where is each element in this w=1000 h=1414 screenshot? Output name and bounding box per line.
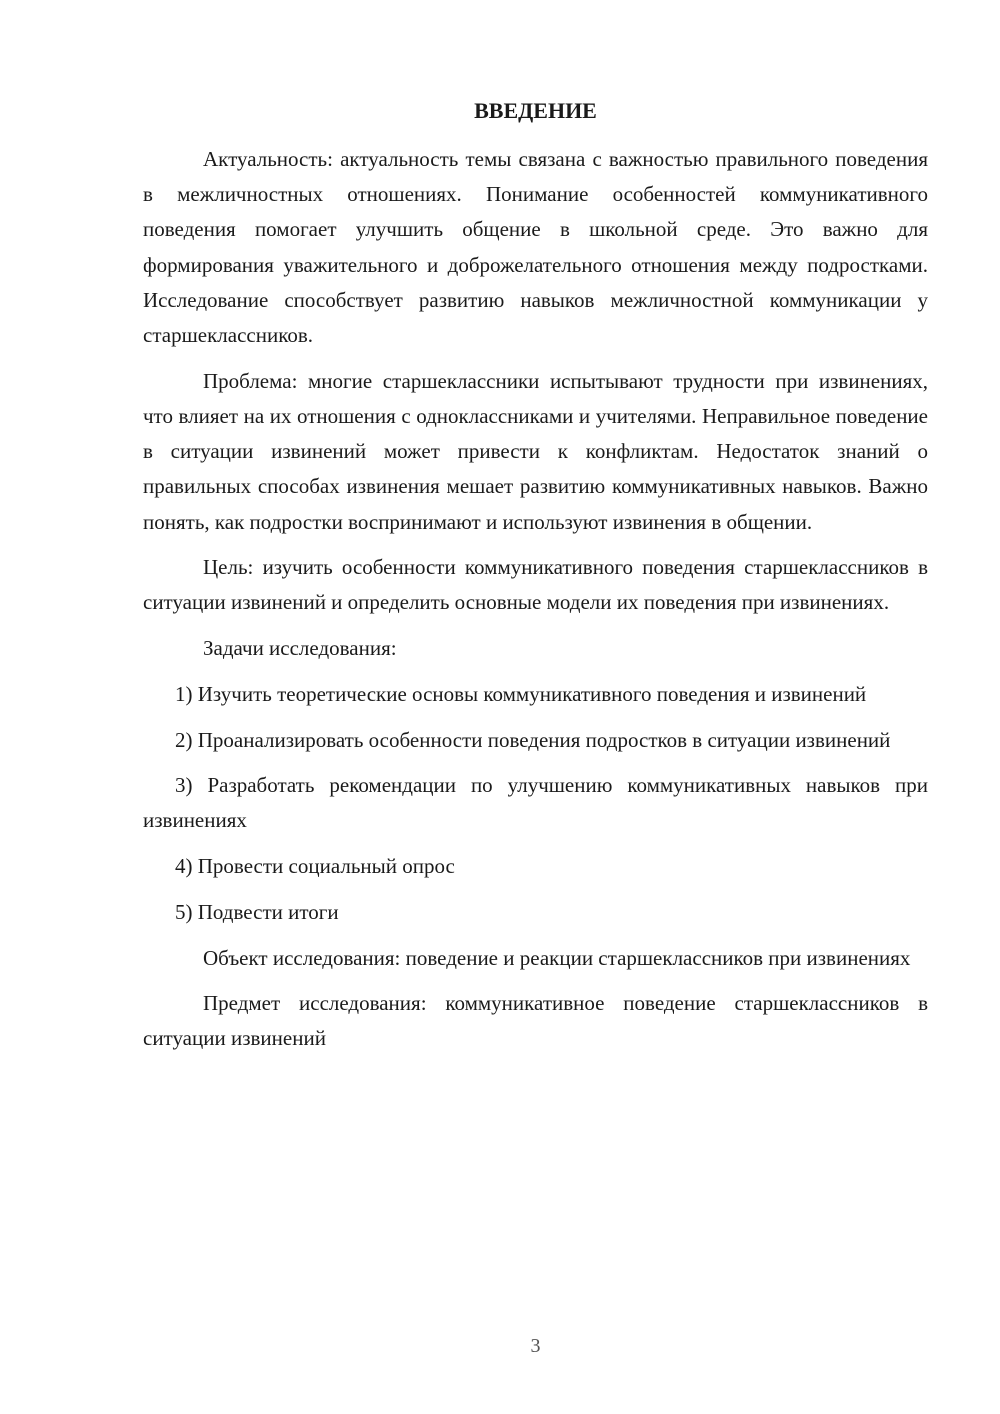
- tasks-heading: Задачи исследования:: [203, 636, 397, 661]
- task-item: 3) Разработать рекомендации по улучшению коммуникативных навыков при извинениях: [143, 773, 928, 833]
- relevance-paragraph: Актуальность: актуальность темы связана с важностью правильного поведения в межличностных отношениях. Понимание особенностей коммуникативного поведения помогает улучшить общение в школьной среде. Это важно для формирования уважительного и доброжелательного отношения между подростками. Исследование способствует развитию навыков межличностной коммуникации у старшеклассников.: [143, 147, 928, 348]
- task-item: 2) Проанализировать особенности поведения подростков в ситуации извинений: [175, 727, 891, 752]
- object-paragraph: Объект исследования: поведение и реакции старшеклассников при извинениях: [203, 945, 911, 970]
- goal-paragraph: Цель: изучить особенности коммуникативного поведения старшеклассников в ситуации извинений и определить основные модели их поведения при извинениях.: [143, 555, 928, 615]
- task-item: 1) Изучить теоретические основы коммуникативного поведения и извинений: [175, 681, 867, 706]
- task-item: 4) Провести социальный опрос: [175, 854, 455, 879]
- document-page: [143, 0, 928, 1414]
- page-title: ВВЕДЕНИЕ: [474, 98, 597, 123]
- subject-paragraph: Предмет исследования: коммуникативное поведение старшеклассников в ситуации извинений: [143, 991, 928, 1051]
- problem-paragraph: Проблема: многие старшеклассники испытывают трудности при извинениях, что влияет на их отношения с одноклассниками и учителями. Неправильное поведение в ситуации извинений может привести к конфликтам. Недостаток знаний о правильных способах извинения мешает развитию коммуникативных навыков. Важно понять, как подростки воспринимают и используют извинения в общении.: [143, 368, 928, 534]
- page-number: 3: [530, 1335, 541, 1357]
- task-item: 5) Подвести итоги: [175, 899, 339, 924]
- document-body: [143, 142, 928, 1067]
